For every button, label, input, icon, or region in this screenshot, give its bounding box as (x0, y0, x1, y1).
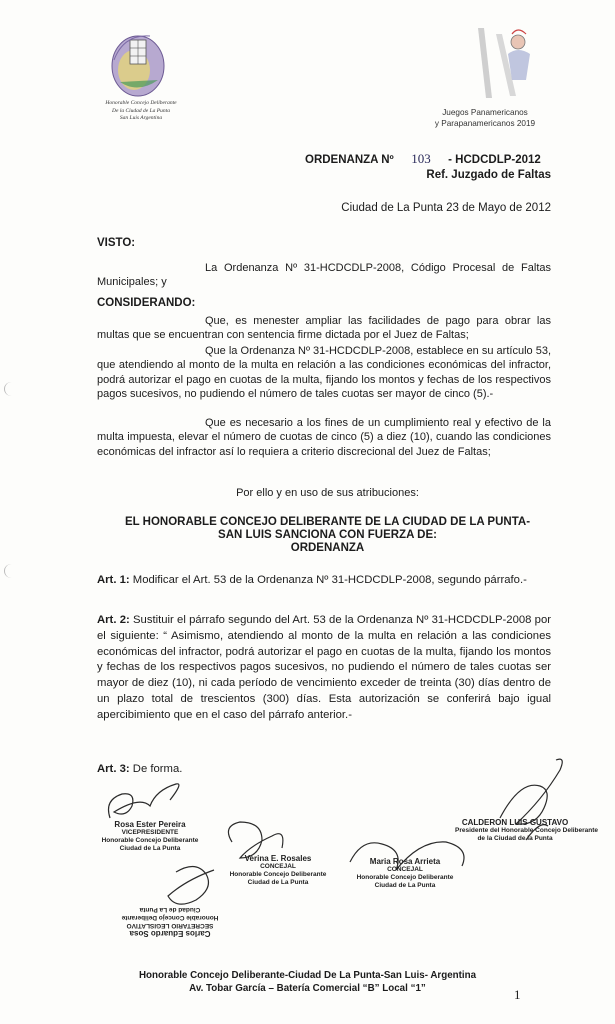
signer-org: Ciudad de La Punta (139, 906, 201, 913)
article-3-label: Art. 3: (97, 763, 130, 775)
considerando-p3: Que es necesario a los fines de un cumplimiento real y efectivo de la multa impuesta, elevar el número de cuotas de cinco (5) a diez (10), cuando las condiciones económicas del infractor así lo requiera a criterio discrecional del Juez de Faltas; (97, 417, 551, 458)
ordinance-prefix: ORDENANZA Nº (305, 154, 394, 166)
signer-org: Honorable Concejo Deliberante (229, 871, 327, 878)
signer-org: Ciudad de La Punta (247, 879, 309, 886)
sanction-line: SAN LUIS SANCIONA CON FUERZA DE: (218, 529, 437, 541)
signature-block-2 (222, 855, 334, 887)
article-3-text: De forma. (132, 763, 183, 775)
signature-block-5 (110, 905, 230, 937)
considerando-p1: Que, es menester ampliar las facilidades de pago para obrar las multas que se encuentran con sentencia firme dictada por el Juez de Faltas; (97, 315, 551, 342)
signer-name: Carlos Eduardo Sosa (129, 929, 211, 938)
games-line: y Parapanamericanos 2019 (434, 118, 536, 128)
council-line: De la Ciudad de La Punta (112, 107, 170, 114)
article-2-text: Sustituir el párrafo segundo del Art. 53 de la Ordenanza Nº 31-HCDCDLP-2008 por el siguiente: “ Asimismo, atendiendo al monto de la multa en relación a las condiciones económicas del infractor, podrá autorizar el pago en cuotas de la multa, fijando los montos y fechas de los respectivos pagos sucesivos, no pudiendo el número de tales cuotas ser mayor de diez (10), ni cada período de vencimiento exceder de treinta (30) días dentro de un plazo total de trescientos (300) días. Esta autorización se conferirá bajo igual apercibimiento que en el caso del párrafo anterior.- (97, 614, 551, 721)
signer-org: Ciudad de La Punta (374, 882, 436, 889)
signer-name: Verina E. Rosales (244, 854, 312, 863)
signer-role: CONCEJAL (260, 863, 296, 870)
considerando-p2: Que la Ordenanza Nº 31-HCDCDLP-2008, establece en su artículo 53, que atendiendo al monto de la multa en relación a las condiciones económicas del infractor, podrá autorizar el pago en cuotas de la multa, fijando los montos y fechas de los respectivos pagos sucesivos, no pudiendo el número de tales cuotas ser mayor de cinco (5).- (97, 345, 551, 400)
council-line: San Luis Argentina (119, 115, 163, 121)
signer-name: Rosa Ester Pereira (114, 820, 186, 829)
sanction-line: EL HONORABLE CONCEJO DELIBERANTE DE LA CIUDAD DE LA PUNTA- (124, 516, 531, 528)
punch-hole-mark (4, 382, 19, 396)
signer-name: Maria Rosa Arrieta (369, 857, 441, 866)
signer-org: de la Ciudad de la Punta (477, 835, 553, 842)
signature-block-4 (455, 818, 599, 843)
page-number: 1 (514, 987, 521, 1002)
signer-org: Presidente del Honorable Concejo Deliberante (455, 827, 599, 834)
ordinance-suffix: - HCDCDLP-2012 (448, 154, 541, 166)
signer-role: CONCEJAL (387, 866, 423, 873)
page-footer (60, 970, 555, 995)
signature-rosales (228, 822, 282, 858)
signer-name: CALDERON LUIS GUSTAVO (461, 818, 569, 827)
footer-line: Av. Tobar García – Batería Comercial “B” Local “1” (189, 982, 426, 994)
council-line: Honorable Concejo Deliberante (105, 100, 177, 106)
signer-org: Honorable Concejo Deliberante (121, 914, 219, 921)
signer-role: VICEPRESIDENTE (121, 829, 179, 836)
signer-org: Honorable Concejo Deliberante (356, 874, 454, 881)
signer-role: SECRETARIO LEGISLATIVO (126, 922, 214, 929)
signer-org: Ciudad de La Punta (119, 845, 181, 852)
article-1-label: Art. 1: (97, 574, 130, 586)
signer-org: Honorable Concejo Deliberante (101, 837, 199, 844)
ordinance-reference: Ref. Juzgado de Faltas (426, 169, 551, 181)
ordinance-date: Ciudad de La Punta 23 de Mayo de 2012 (341, 202, 551, 214)
games-line: Juegos Panamericanos (442, 108, 528, 117)
signature-block-1 (90, 821, 210, 853)
signature-pereira (109, 784, 179, 818)
signature-sosa (168, 866, 214, 904)
considerando-closing: Por ello y en uso de sus atribuciones: (236, 487, 419, 499)
visto-heading: VISTO: (97, 237, 136, 249)
punch-hole-mark (4, 564, 19, 578)
sanction-line: ORDENANZA (290, 542, 365, 554)
visto-text: La Ordenanza Nº 31-HCDCDLP-2008, Código Procesal de Faltas Municipales; y (97, 262, 551, 289)
footer-line: Honorable Concejo Deliberante-Ciudad De La Punta-San Luis- Argentina (138, 970, 477, 981)
article-1-text: Modificar el Art. 53 de la Ordenanza Nº 31-HCDCDLP-2008, segundo párrafo.- (132, 574, 527, 586)
article-2-label: Art. 2: (97, 614, 130, 626)
signature-block-3 (350, 858, 460, 890)
considerando-heading: CONSIDERANDO: (97, 297, 196, 309)
ordinance-number: 103 (411, 151, 431, 166)
